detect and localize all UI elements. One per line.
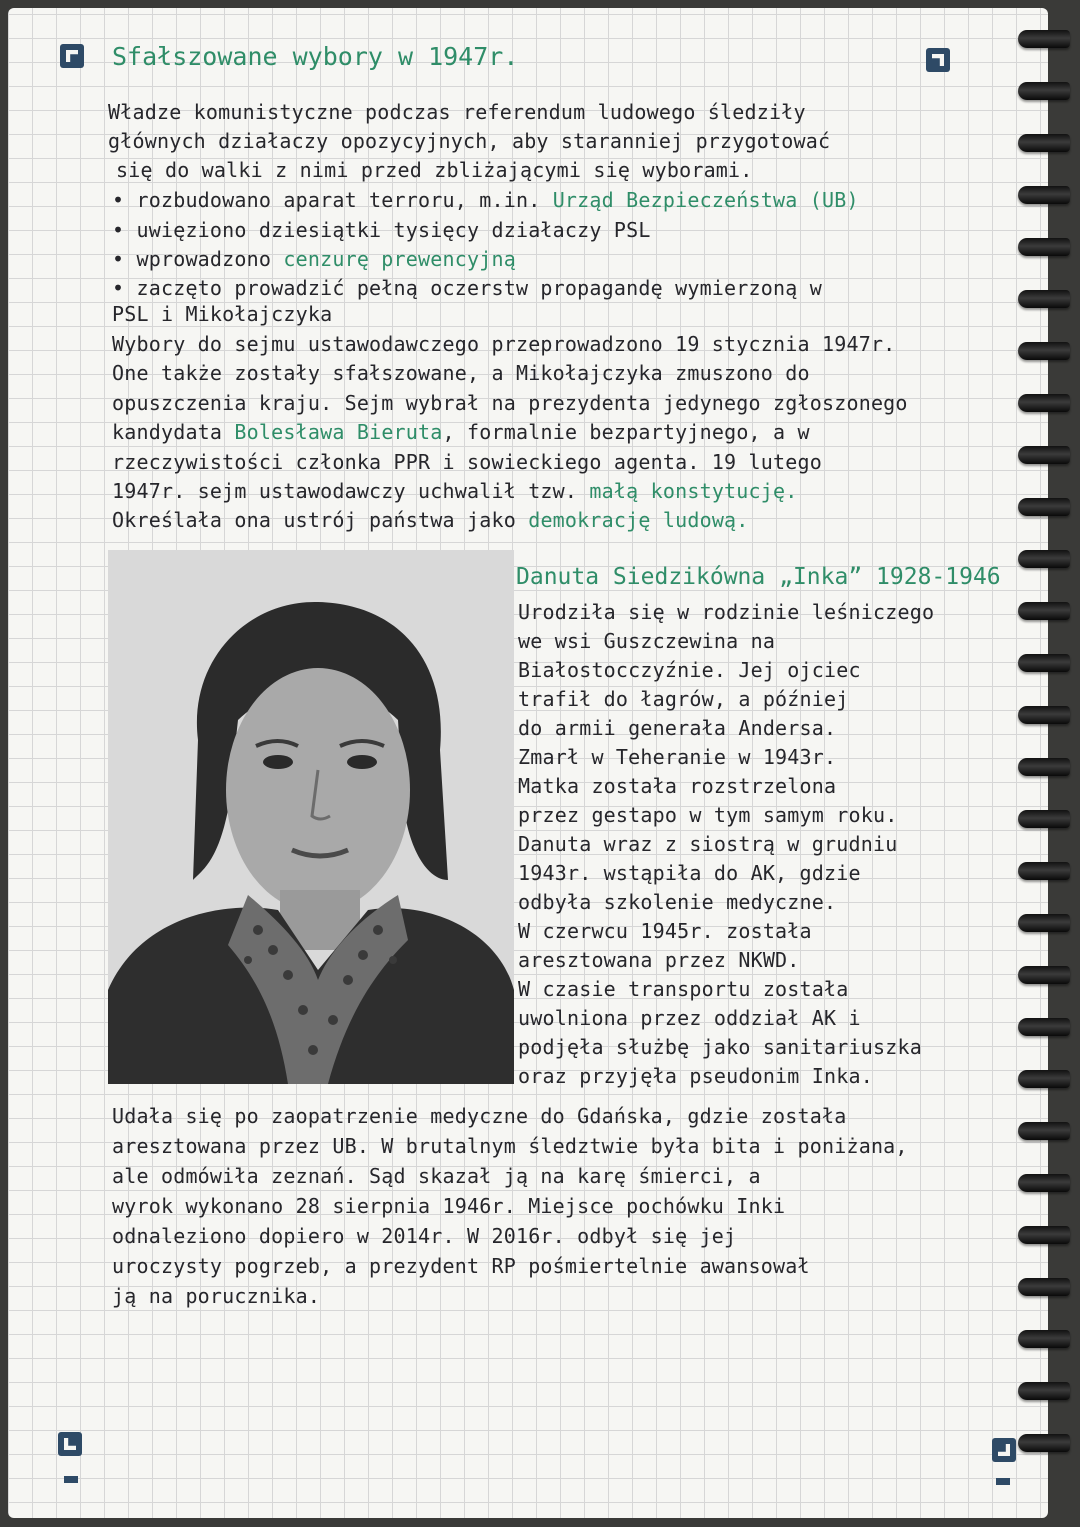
spiral-ring xyxy=(1018,966,1070,984)
s2-bottom-line-7: ją na porucznika. xyxy=(112,1284,321,1308)
s2-side-line-10: 1943r. wstąpiła do AK, gdzie xyxy=(518,861,861,885)
scan-mark-bottom-left xyxy=(64,1476,78,1483)
spiral-ring xyxy=(1018,1382,1070,1400)
spiral-ring xyxy=(1018,498,1070,516)
spiral-ring xyxy=(1018,1434,1070,1452)
s1-line-3: się do walki z nimi przed zbliżającymi się wyborami. xyxy=(116,158,753,182)
s2-side-line-7: Matka została rozstrzelona xyxy=(518,774,837,798)
s1-para2-line-1: Wybory do sejmu ustawodawczego przeprowadzono 19 stycznia 1947r. xyxy=(112,332,896,356)
spiral-ring xyxy=(1018,1122,1070,1140)
spiral-ring xyxy=(1018,1174,1070,1192)
mala-konstytucja-highlight: małą konstytucję. xyxy=(589,479,798,503)
s2-side-line-8: przez gestapo w tym samym roku. xyxy=(518,803,898,827)
s2-side-line-2: we wsi Guszczewina na xyxy=(518,629,776,653)
spiral-ring xyxy=(1018,394,1070,412)
s2-side-line-5: do armii generała Andersa. xyxy=(518,716,837,740)
spiral-ring xyxy=(1018,1018,1070,1036)
kandydata-text-post: , formalnie bezpartyjnego, a w xyxy=(442,420,810,444)
spiral-ring xyxy=(1018,238,1070,256)
konstytucja-text: 1947r. sejm ustawodawczy uchwalił tzw. xyxy=(112,479,590,503)
s2-bottom-line-5: odnaleziono dopiero w 2014r. W 2016r. odbył się jej xyxy=(112,1224,737,1248)
s2-bottom-line-3: ale odmówiła zeznań. Sąd skazał ją na karę śmierci, a xyxy=(112,1164,761,1188)
spiral-ring xyxy=(1018,1278,1070,1296)
s2-side-line-6: Zmarł w Teheranie w 1943r. xyxy=(518,745,837,769)
spiral-ring xyxy=(1018,82,1070,100)
bullet-censorship-text: • wprowadzono xyxy=(112,247,284,271)
s1-line-konstytucja xyxy=(112,477,798,506)
s2-side-line-9: Danuta wraz z siostrą w grudniu xyxy=(518,832,898,856)
spiral-ring xyxy=(1018,290,1070,308)
s2-side-line-13: aresztowana przez NKWD. xyxy=(518,948,800,972)
s2-side-line-11: odbyła szkolenie medyczne. xyxy=(518,890,837,914)
spiral-ring xyxy=(1018,654,1070,672)
bullet-psl: • uwięziono dziesiątki tysięcy działaczy PSL xyxy=(112,218,651,242)
okreslala-text: Określała ona ustrój państwa jako xyxy=(112,508,529,532)
s1-line-1: Władze komunistyczne podczas referendum ludowego śledziły xyxy=(108,100,806,124)
s1-line-2: głównych działaczy opozycyjnych, aby staranniej przygotować xyxy=(108,129,831,153)
scan-corner-marker-bottom-left xyxy=(58,1432,82,1456)
spiral-ring xyxy=(1018,1330,1070,1348)
s1-line-rzeczywistosci: rzeczywistości członka PPR i sowieckiego agenta. 19 lutego xyxy=(112,450,822,474)
scan-corner-marker-bottom-right xyxy=(992,1438,1016,1462)
spiral-ring xyxy=(1018,446,1070,464)
s2-side-line-4: trafił do łagrów, a później xyxy=(518,687,849,711)
scan-corner-marker-top-left xyxy=(60,44,84,68)
spiral-ring xyxy=(1018,1226,1070,1244)
s2-side-line-3: Białostocczyźnie. Jej ojciec xyxy=(518,658,861,682)
spiral-ring xyxy=(1018,30,1070,48)
spiral-ring xyxy=(1018,862,1070,880)
bullet-censorship xyxy=(112,245,516,274)
s1-line-kandydata xyxy=(112,418,810,447)
demokracja-highlight: demokrację ludową. xyxy=(528,508,749,532)
bierut-highlight: Bolesława Bieruta xyxy=(234,420,443,444)
s1-line-okreslala xyxy=(112,506,749,535)
s1-para2-line-3: opuszczenia kraju. Sejm wybrał na prezydenta jedynego zgłoszonego xyxy=(112,391,908,415)
bullet-ub-text: • rozbudowano aparat terroru, m.in. xyxy=(112,188,553,212)
s1-para2-line-2: One także zostały sfałszowane, a Mikołajczyka zmuszono do xyxy=(112,361,810,385)
inka-portrait-photo xyxy=(108,550,514,1084)
notebook-page xyxy=(8,8,1048,1518)
section2-title: Danuta Siedzikówna „Inka” 1928-1946 xyxy=(516,564,1001,590)
spiral-ring xyxy=(1018,810,1070,828)
spiral-ring xyxy=(1018,550,1070,568)
s2-side-line-15: uwolniona przez oddział AK i xyxy=(518,1006,861,1030)
s2-bottom-line-2: aresztowana przez UB. W brutalnym śledztwie była bita i poniżana, xyxy=(112,1134,908,1158)
section1-title: Sfałszowane wybory w 1947r. xyxy=(112,42,519,71)
spiral-ring xyxy=(1018,602,1070,620)
s2-side-line-1: Urodziła się w rodzinie leśniczego xyxy=(518,600,935,624)
spiral-binding xyxy=(1016,0,1080,1527)
s2-side-line-16: podjęła służbę jako sanitariuszka xyxy=(518,1035,922,1059)
s2-side-line-14: W czasie transportu została xyxy=(518,977,849,1001)
scan-mark-bottom-right xyxy=(996,1478,1010,1485)
spiral-ring xyxy=(1018,342,1070,360)
spiral-ring xyxy=(1018,914,1070,932)
s2-bottom-line-4: wyrok wykonano 28 sierpnia 1946r. Miejsce pochówku Inki xyxy=(112,1194,786,1218)
spiral-ring xyxy=(1018,758,1070,776)
spiral-ring xyxy=(1018,134,1070,152)
kandydata-text: kandydata xyxy=(112,420,235,444)
s2-bottom-line-6: uroczysty pogrzeb, a prezydent RP pośmiertelnie awansował xyxy=(112,1254,810,1278)
spiral-ring xyxy=(1018,186,1070,204)
scan-corner-marker-top-right xyxy=(926,48,950,72)
spiral-ring xyxy=(1018,1070,1070,1088)
s2-side-line-17: oraz przyjęła pseudonim Inka. xyxy=(518,1064,873,1088)
spiral-ring xyxy=(1018,706,1070,724)
censorship-highlight: cenzurę prewencyjną xyxy=(283,247,516,271)
bullet-propaganda-cont: PSL i Mikołajczyka xyxy=(112,302,333,326)
bullet-propaganda: • zaczęto prowadzić pełną oczerstw propagandę wymierzoną w xyxy=(112,276,822,300)
bullet-ub xyxy=(112,186,859,215)
s2-side-line-12: W czerwcu 1945r. została xyxy=(518,919,812,943)
s2-bottom-line-1: Udała się po zaopatrzenie medyczne do Gdańska, gdzie została xyxy=(112,1104,847,1128)
ub-highlight: Urząd Bezpieczeństwa (UB) xyxy=(552,188,859,212)
